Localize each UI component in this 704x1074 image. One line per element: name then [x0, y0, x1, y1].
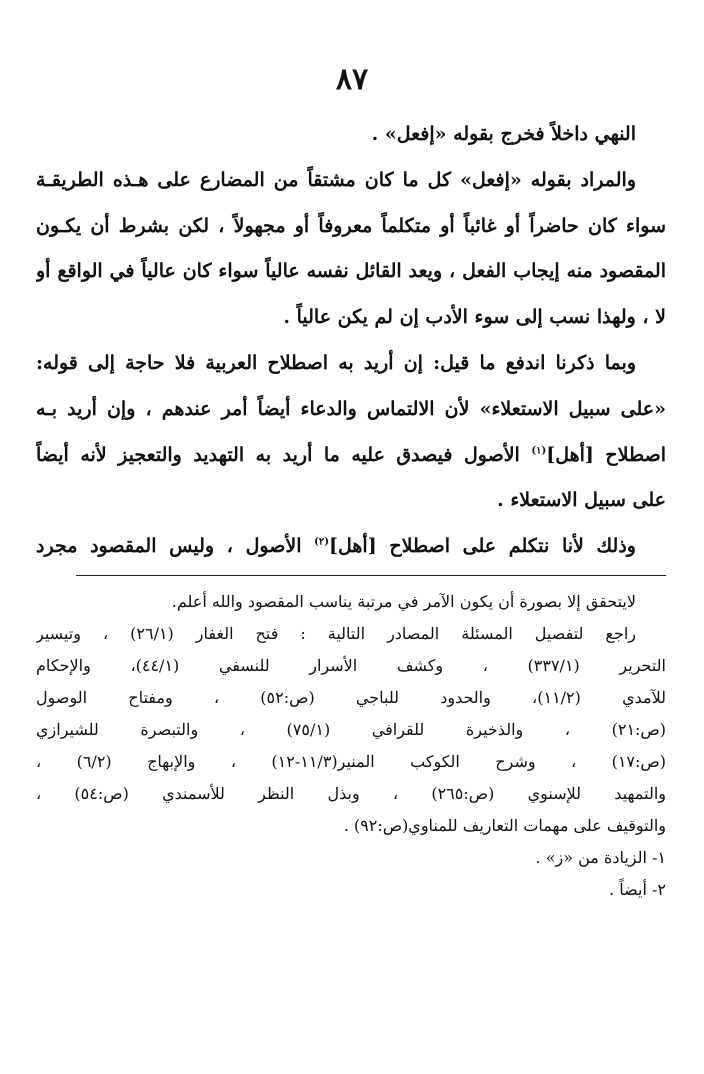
text-segment: وذلك لأنا نتكلم على اصطلاح [أهل]: [329, 535, 636, 558]
footnote-line: للآمدي (١١/٢)، والحدود للباجي (ص:٥٢) ، ومفتاح الوصول: [36, 688, 666, 707]
text-segment: الأصول فيصدق عليه ما أريد به التهديد والتعجيز لأنه أيضاً: [36, 443, 532, 466]
main-text: [36, 112, 666, 570]
footnote-note: ١- الزيادة من «ز» .: [535, 848, 666, 867]
footnote-line: (ص:١٧) ، وشرح الكوكب المنير(١١/٣-١٢) ، والإبهاج (٦/٢) ،: [36, 752, 666, 771]
text-line: على سبيل الاستعلاء .: [497, 489, 666, 512]
text-line: المقصود منه إيجاب الفعل ، ويعد القائل نفسه عالياً سواء كان عالياً في الواقع أو: [36, 260, 666, 283]
footnote-note: ٢- أيضاً .: [609, 880, 666, 899]
footnote-line: راجع لتفصيل المسئلة المصادر التالية : فتح الغفار (٢٦/١) ، وتيسير: [36, 624, 637, 643]
text-line: لا ، ولهذا نسب إلى سوء الأدب إن لم يكن عالياً .: [283, 306, 666, 329]
text-line: سواء كان حاضراً أو غائباً أو متكلماً معروفاً أو مجهولاً ، لكن بشرط أن يكـون: [36, 214, 666, 237]
footnote-line: (ص:٢١) ، والذخيرة للقرافي (٧٥/١) ، والتبصرة للشيرازي: [36, 720, 666, 739]
text-segment: اصطلاح [أهل]: [546, 443, 666, 466]
text-segment: الأصول ، وليس المقصود مجرد: [36, 535, 315, 558]
text-line: والمراد بقوله «إفعل» كل ما كان مشتقاً من المضارع على هـذه الطريقـة: [36, 168, 636, 191]
text-line: «على سبيل الاستعلاء» لأن الالتماس والدعاء أيضاً أمر عندهم ، وإن أريد بـه: [36, 397, 666, 420]
text-line: [36, 433, 666, 479]
footnotes-section: [36, 586, 666, 906]
footnote-line: التحرير (٣٣٧/١) ، وكشف الأسرار للنسفي (٤٤/١)، والإحكام: [36, 656, 666, 675]
text-line: النهي داخلاً فخرج بقوله «إفعل» .: [371, 123, 636, 145]
page-number: ٨٧: [335, 62, 369, 97]
footnote-divider: [76, 575, 666, 576]
footnote-reference: (١): [531, 445, 547, 457]
footnote-line: والتوقيف على مهمات التعاريف للمناوي(ص:٩٢) .: [343, 816, 666, 835]
text-line: وبما ذكرنا اندفع ما قيل: إن أريد به اصطلاح العربية فلا حاجة إلى قوله:: [36, 351, 636, 374]
footnote-line: والتمهيد للإسنوي (ص:٢٦٥) ، وبذل النظر للأسمندي (ص:٥٤) ،: [36, 784, 666, 803]
footnote-reference: (٢): [314, 536, 330, 548]
text-line: [36, 524, 666, 570]
footnote-line: لايتحقق إلا بصورة أن يكون الآمر في مرتبة يناسب المقصود والله أعلم.: [171, 592, 636, 611]
